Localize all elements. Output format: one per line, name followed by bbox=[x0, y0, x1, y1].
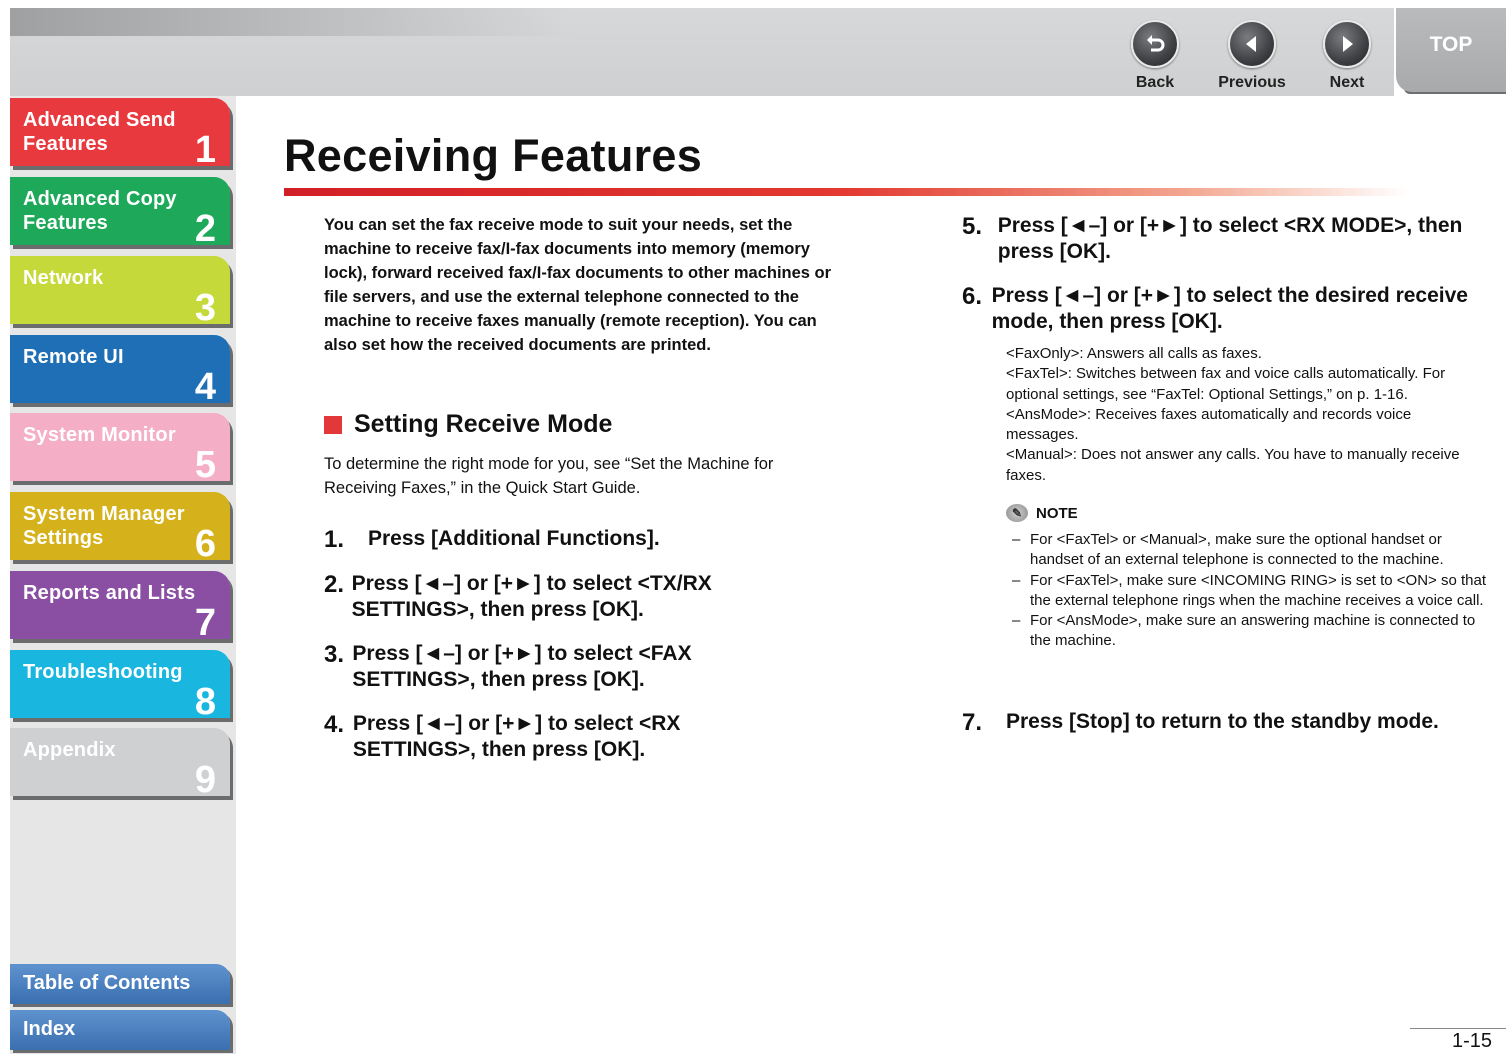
note-text: For <FaxTel>, make sure <INCOMING RING> is set to <ON> so that the external telephone rings when the machine receives a voice call. bbox=[1030, 571, 1486, 609]
step-text: Press [Stop] to return to the standby mode. bbox=[1006, 710, 1439, 733]
step-text: Press [◄–] or [+►] to select <TX/RX SETTINGS>, then press [OK]. bbox=[351, 572, 712, 621]
chapter-tab-label: Reports and Lists bbox=[23, 582, 196, 604]
step-number: 4. bbox=[324, 711, 345, 738]
back-button[interactable] bbox=[1115, 20, 1195, 92]
page-number: 1-15 bbox=[1452, 1030, 1493, 1052]
note-text: For <FaxTel> or <Manual>, make sure the optional handset or handset of an external telephone is connected to the machine. bbox=[1030, 531, 1444, 569]
chapter-tab-7[interactable] bbox=[10, 571, 230, 644]
section-square-icon bbox=[324, 416, 342, 434]
chapter-tab-8[interactable] bbox=[10, 650, 230, 723]
step-6 bbox=[962, 283, 1472, 335]
index-label: Index bbox=[23, 1018, 76, 1040]
step-5 bbox=[962, 213, 1472, 265]
chapter-tab-4[interactable] bbox=[10, 335, 230, 408]
chapter-tab-number: 6 bbox=[194, 523, 216, 565]
next-icon bbox=[1323, 20, 1371, 68]
step-3 bbox=[324, 641, 764, 693]
next-label: Next bbox=[1329, 74, 1365, 91]
section-title: Setting Receive Mode bbox=[354, 410, 613, 438]
step-2 bbox=[324, 571, 764, 623]
chapter-tab-number: 7 bbox=[194, 602, 216, 644]
step-text: Press [◄–] or [+►] to select <RX SETTINGS>, then press [OK]. bbox=[352, 712, 681, 761]
back-label: Back bbox=[1135, 74, 1175, 91]
back-icon bbox=[1131, 20, 1179, 68]
step-number: 6. bbox=[962, 283, 983, 310]
chapter-tab-label: Remote UI bbox=[23, 346, 124, 368]
page-number-rule bbox=[1410, 1028, 1506, 1029]
note-item: – For <FaxTel> or <Manual>, make sure the optional handset or handset of an external telephone is connected to the machine. bbox=[1012, 530, 1486, 571]
intro-paragraph: You can set the fax receive mode to suit your needs, set the machine to receive fax/I-fax documents into memory (memory lock), forward received fax/I-fax documents to other machines or file servers, and use the external telephone connected to the machine to receive faxes manually (remote reception). You can also set how the received documents are printed. bbox=[324, 216, 832, 354]
chapter-tab-2[interactable] bbox=[10, 177, 230, 250]
step-text: Press [Additional Functions]. bbox=[368, 527, 660, 550]
chapter-tab-number: 2 bbox=[194, 208, 216, 250]
step-number: 2. bbox=[324, 571, 345, 598]
title-underline bbox=[284, 188, 1408, 196]
mode-item: <AnsMode>: Receives faxes automatically and records voice messages. bbox=[1006, 405, 1412, 444]
top-button[interactable]: TOP bbox=[1396, 8, 1506, 92]
step-1 bbox=[324, 526, 764, 554]
step-4 bbox=[324, 711, 764, 763]
chapter-tab-label: Appendix bbox=[23, 739, 116, 761]
step-number: 3. bbox=[324, 641, 345, 668]
step-7 bbox=[962, 709, 1482, 737]
chapter-tab-label: Troubleshooting bbox=[23, 661, 183, 683]
previous-label: Previous bbox=[1218, 74, 1286, 91]
mode-item: <FaxOnly>: Answers all calls as faxes. bbox=[1006, 345, 1262, 362]
chapter-tab-6[interactable] bbox=[10, 492, 230, 565]
chapter-tab-1[interactable] bbox=[10, 98, 230, 171]
index-tab[interactable] bbox=[10, 1010, 230, 1050]
chapter-tab-number: 3 bbox=[194, 287, 216, 329]
chapter-tab-number: 8 bbox=[194, 681, 216, 723]
note-item: – For <AnsMode>, make sure an answering machine is connected to the machine. bbox=[1012, 611, 1486, 652]
chapter-tab-number: 5 bbox=[194, 444, 216, 486]
section-description: To determine the right mode for you, see “Set the Machine for Receiving Faxes,” in the Quick Start Guide. bbox=[324, 455, 774, 497]
receive-mode-list bbox=[1006, 344, 1486, 486]
next-button[interactable] bbox=[1307, 20, 1387, 92]
chapter-tab-9[interactable] bbox=[10, 728, 230, 801]
note-text: For <AnsMode>, make sure an answering machine is connected to the machine. bbox=[1030, 612, 1476, 650]
chapter-tab-3[interactable] bbox=[10, 256, 230, 329]
note-list bbox=[1012, 530, 1486, 652]
chapter-tab-label: Advanced Send Features bbox=[23, 109, 176, 155]
step-number: 7. bbox=[962, 709, 983, 736]
step-text: Press [◄–] or [+►] to select <FAX SETTINGS>, then press [OK]. bbox=[352, 642, 692, 691]
chapter-tab-5[interactable] bbox=[10, 413, 230, 486]
chapter-tab-number: 9 bbox=[194, 759, 216, 801]
previous-button[interactable] bbox=[1212, 20, 1292, 92]
step-text: Press [◄–] or [+►] to select <RX MODE>, then press [OK]. bbox=[997, 214, 1463, 263]
step-number: 5. bbox=[962, 213, 983, 240]
top-bar-sheen bbox=[10, 8, 570, 36]
page-title: Receiving Features bbox=[284, 130, 703, 181]
chapter-tab-label: System Manager Settings bbox=[23, 503, 185, 549]
note-label: NOTE bbox=[1036, 504, 1078, 522]
step-number: 1. bbox=[324, 526, 345, 553]
chapter-tab-label: Network bbox=[23, 267, 104, 289]
chapter-tab-number: 4 bbox=[194, 366, 216, 408]
chapter-tab-label: System Monitor bbox=[23, 424, 176, 446]
mode-item: <Manual>: Does not answer any calls. You have to manually receive faxes. bbox=[1006, 446, 1460, 484]
mode-item: <FaxTel>: Switches between fax and voice calls automatically. For optional settings, see “FaxTel: Optional Settings,” on p. 1-16. bbox=[1006, 365, 1446, 403]
note-pencil-icon: ✎ bbox=[1006, 504, 1028, 522]
section-heading bbox=[324, 410, 612, 439]
chapter-tab-number: 1 bbox=[194, 129, 216, 171]
previous-icon bbox=[1228, 20, 1276, 68]
note-item: – For <FaxTel>, make sure <INCOMING RING> is set to <ON> so that the external telephone rings when the machine receives a voice call. bbox=[1012, 571, 1486, 612]
table-of-contents-label: Table of Contents bbox=[23, 972, 191, 994]
note-heading bbox=[1006, 504, 1078, 522]
table-of-contents-tab[interactable] bbox=[10, 964, 230, 1004]
chapter-tab-label: Advanced Copy Features bbox=[23, 188, 177, 234]
step-text: Press [◄–] or [+►] to select the desired receive mode, then press [OK]. bbox=[991, 284, 1468, 333]
